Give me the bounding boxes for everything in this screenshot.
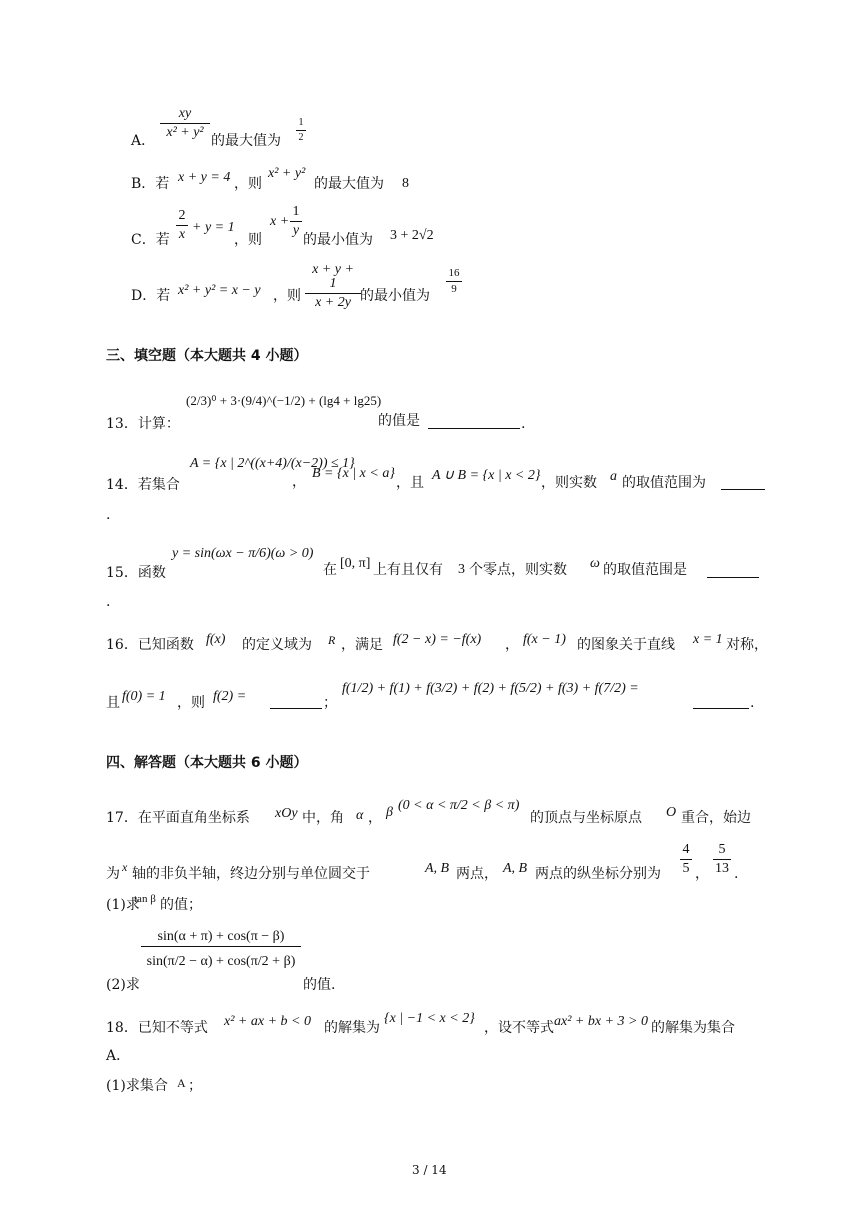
- q15-function: y = sin(ωx − π/6)(ω > 0): [172, 546, 314, 561]
- q16-equation: f(2 − x) = −f(x): [393, 632, 482, 647]
- q18-label: 18．已知不等式: [106, 1020, 208, 1036]
- q16-text2: ，满足: [341, 637, 383, 653]
- q14-set-a: A = {x | 2^((x+4)/(x−2)) ≤ 1}: [190, 456, 355, 471]
- q13-expression: (2/3)⁰ + 3·(9/4)^(−1/2) + (lg4 + lg25): [186, 393, 382, 408]
- q14-variable: a: [610, 469, 617, 484]
- q16-initial-value: f(0) = 1: [122, 689, 166, 704]
- q16-then: ，则: [177, 695, 205, 711]
- option-b-then: ，则: [234, 176, 262, 192]
- option-d-label: D．若: [131, 288, 171, 304]
- q16-line: x = 1: [693, 632, 723, 647]
- option-d-text: 的最小值为: [360, 288, 430, 304]
- option-b-text: 的最大值为: [314, 176, 384, 192]
- page-number: 3 / 14: [412, 1163, 447, 1177]
- q18-inequality: x² + ax + b < 0: [224, 1014, 311, 1029]
- option-d-then: ，则: [273, 288, 301, 304]
- q17-part1-text: 的值；: [160, 897, 202, 913]
- q14-text: ，则实数: [541, 475, 597, 491]
- section-heading-fill-in: 三、填空题（本大题共 4 小题）: [106, 348, 308, 364]
- q17-part2-label: (2)求: [106, 977, 140, 993]
- q16-label: 16．已知函数: [106, 637, 194, 653]
- q16-f2: f(2) =: [213, 689, 247, 704]
- q14-answer-blank[interactable]: [721, 489, 765, 490]
- q14-text2: 的取值范围为: [622, 475, 706, 491]
- q16-shifted-function: f(x − 1): [523, 632, 566, 647]
- q18-inequality-2: ax² + bx + 3 > 0: [554, 1014, 648, 1029]
- option-b-value: 8: [402, 176, 409, 191]
- q14-label: 14．若集合: [106, 477, 180, 493]
- q15-answer-blank[interactable]: [707, 577, 759, 578]
- q15-label: 15．函数: [106, 565, 166, 581]
- option-d-condition: x² + y² = x − y: [178, 283, 261, 298]
- q17-origin: O: [666, 805, 677, 820]
- q16-sum: f(1/2) + f(1) + f(3/2) + f(2) + f(5/2) + f(3) + f(7/2) =: [342, 681, 639, 696]
- option-c-cond-fraction: 2 x: [176, 209, 188, 242]
- q17-line2-c: 两点，: [456, 866, 498, 882]
- q17-sep: ，: [695, 866, 709, 882]
- q17-coordinate-system: xOy: [275, 806, 298, 821]
- option-b-condition: x + y = 4: [178, 170, 231, 185]
- q17-label: 17．在平面直角坐标系: [106, 810, 250, 826]
- q17-points-ab: A, B: [425, 861, 450, 876]
- q14-sep: ，: [292, 474, 306, 490]
- q17-y1: 4 5: [680, 843, 692, 876]
- option-c-cond-rest: + y = 1: [192, 220, 235, 235]
- option-d-fraction: x + y + 1 x + 2y: [305, 263, 361, 310]
- q16-text4: 对称，: [726, 637, 768, 653]
- q17-text1: 中，角: [302, 810, 344, 826]
- q18-part1-label: (1)求集合: [106, 1078, 168, 1094]
- option-c-expr-pre: x +: [270, 214, 290, 229]
- option-c-expr-fraction: 1 y: [290, 205, 302, 238]
- q16-semicolon: ；: [323, 695, 337, 711]
- q16-answer-blank-2[interactable]: [693, 708, 749, 709]
- q15-text: 上有且仅有: [373, 562, 443, 578]
- q18-line2: A．: [106, 1048, 131, 1064]
- q17-text3: 重合，始边: [681, 810, 751, 826]
- q18-text1: 的解集为: [324, 1020, 380, 1036]
- q17-part2-text: 的值.: [303, 977, 336, 993]
- option-b-label: B．若: [131, 176, 170, 192]
- q17-line2-b: 轴的非负半轴，终边分别与单位圆交于: [132, 866, 370, 882]
- q13-text: 的值是: [378, 413, 420, 429]
- q13-label: 13．计算：: [106, 416, 180, 432]
- q16-text1: 的定义域为: [242, 637, 312, 653]
- option-b-expression: x² + y²: [268, 166, 306, 181]
- option-a-text: 的最大值为: [211, 133, 281, 149]
- q18-part1-set: A: [177, 1076, 186, 1090]
- q17-points-ab-2: A, B: [503, 861, 528, 876]
- q14-set-b: B = {x | x < a}: [312, 466, 395, 481]
- q13-answer-blank[interactable]: [428, 428, 520, 429]
- q16-end: .: [750, 695, 755, 711]
- q16-and: 且: [106, 695, 120, 711]
- q18-text2: ，设不等式: [484, 1020, 554, 1036]
- q15-text2: 个零点，则实数: [469, 562, 567, 578]
- q17-beta: β: [386, 805, 393, 820]
- q15-text3: 的取值范围是: [603, 562, 687, 578]
- option-a-label: A．: [131, 133, 156, 149]
- q15-dot: .: [106, 594, 111, 610]
- q17-y2: 5 13: [715, 842, 729, 876]
- q15-on: 在: [323, 562, 337, 578]
- q15-variable: ω: [590, 556, 600, 571]
- q16-text3: 的图象关于直线: [577, 637, 675, 653]
- option-a-fraction: xy x² + y²: [160, 107, 210, 140]
- q14-union: A ∪ B = {x | x < 2}: [432, 468, 541, 483]
- q17-text2: 的顶点与坐标原点: [530, 810, 642, 826]
- q13-end: .: [521, 416, 526, 432]
- option-c-value: 3 + 2√2: [390, 228, 434, 243]
- q17-x-axis: x: [122, 860, 128, 874]
- option-d-value: 16 9: [446, 268, 462, 295]
- option-c-label: C．若: [131, 232, 170, 248]
- q17-end: .: [734, 866, 739, 882]
- option-c-text: 的最小值为: [303, 232, 373, 248]
- option-a-value: 1 2: [296, 118, 306, 143]
- q16-function: f(x): [206, 632, 226, 647]
- section-heading-solutions: 四、解答题（本大题共 6 小题）: [106, 755, 308, 771]
- q17-part2-fraction: sin(α + π) + cos(π − β) sin(π/2 − α) + cos(π/2 + β): [141, 930, 301, 969]
- q17-angle-condition: (0 < α < π/2 < β < π): [398, 798, 520, 813]
- q18-text3: 的解集为集合: [651, 1020, 735, 1036]
- q17-part1-label: (1)求: [106, 897, 140, 913]
- q15-count: 3: [458, 562, 465, 577]
- option-c-then: ，则: [234, 232, 262, 248]
- q16-answer-blank-1[interactable]: [270, 708, 322, 709]
- q17-alpha: α: [356, 808, 364, 823]
- q15-interval: [0, π]: [340, 556, 371, 571]
- q17-comma: ，: [368, 810, 382, 826]
- q17-part1-tan: tan β: [134, 893, 156, 905]
- q17-line2-a: 为: [106, 866, 120, 882]
- q17-line2-d: 两点的纵坐标分别为: [535, 866, 661, 882]
- q14-dot: .: [106, 507, 111, 523]
- q16-sep: ，: [505, 637, 519, 653]
- q18-solution-set: {x | −1 < x < 2}: [384, 1011, 475, 1026]
- q18-part1-end: ；: [188, 1078, 202, 1094]
- q16-domain: R: [328, 633, 336, 647]
- q14-and: ，且: [396, 475, 424, 491]
